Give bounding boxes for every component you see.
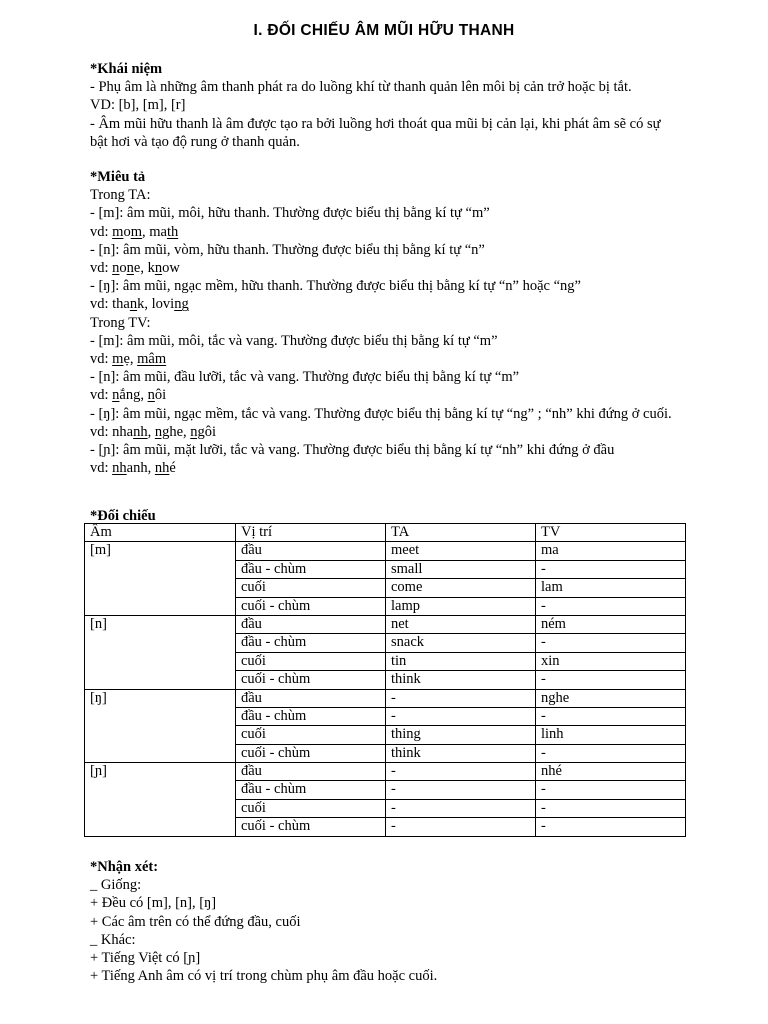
english-cell: - <box>386 799 536 817</box>
page-title: I. ĐỐI CHIẾU ÂM MŨI HỮU THANH <box>253 22 515 39</box>
sound-cell: [m] <box>85 542 236 616</box>
vietnamese-cell: - <box>536 671 686 689</box>
position-cell: cuối - chùm <box>236 671 386 689</box>
remarks-section <box>90 858 680 985</box>
position-cell: cuối - chùm <box>236 597 386 615</box>
english-m-desc: - [m]: âm mũi, môi, hữu thanh. Thường được biểu thị bằng kí tự “m” <box>90 205 490 222</box>
english-cell: - <box>386 781 536 799</box>
english-cell: tin <box>386 652 536 670</box>
position-cell: đầu - chùm <box>236 781 386 799</box>
vietnamese-cell: lam <box>536 579 686 597</box>
english-cell: - <box>386 707 536 725</box>
position-cell: cuối - chùm <box>236 818 386 836</box>
position-cell: cuối - chùm <box>236 744 386 762</box>
description-section <box>90 168 680 477</box>
vietnamese-cell: xin <box>536 652 686 670</box>
position-cell: đầu - chùm <box>236 560 386 578</box>
vietnamese-m-example: vd: mẹ, mâm <box>90 351 167 368</box>
position-cell: đầu <box>236 542 386 560</box>
comparison-heading: *Đối chiếu <box>90 508 156 524</box>
vietnamese-cell: - <box>536 781 686 799</box>
vietnamese-cell: linh <box>536 726 686 744</box>
vietnamese-n-example: vd: nắng, nôi <box>90 387 167 404</box>
position-cell: đầu <box>236 615 386 633</box>
vietnamese-ng-example: vd: nhanh, nghe, ngôi <box>90 423 217 440</box>
vietnamese-cell: nhé <box>536 763 686 781</box>
table-row <box>85 689 686 707</box>
header-cell: Vị trí <box>236 524 386 542</box>
english-cell: snack <box>386 634 536 652</box>
position-cell: cuối <box>236 799 386 817</box>
english-ng-desc: - [ŋ]: âm mũi, ngạc mềm, hữu thanh. Thường được biểu thị bằng kí tự “n” hoặc “ng” <box>90 278 581 295</box>
header-cell: TV <box>536 524 686 542</box>
english-cell: - <box>386 818 536 836</box>
english-cell: come <box>386 579 536 597</box>
vietnamese-cell: - <box>536 818 686 836</box>
vietnamese-m-desc: - [m]: âm mũi, môi, tắc và vang. Thường được biểu thị bằng kí tự “m” <box>90 332 498 349</box>
remarks-heading: *Nhận xét: <box>90 859 159 875</box>
header-cell: Âm <box>85 524 236 542</box>
english-cell: lamp <box>386 597 536 615</box>
english-cell: meet <box>386 542 536 560</box>
english-n-example: vd: none, know <box>90 260 180 277</box>
table-row <box>85 615 686 633</box>
vietnamese-cell: - <box>536 744 686 762</box>
position-cell: đầu - chùm <box>236 707 386 725</box>
position-cell: đầu <box>236 689 386 707</box>
position-cell: cuối <box>236 579 386 597</box>
english-ng-example: vd: thank, loving <box>90 296 189 313</box>
vietnamese-cell: nghe <box>536 689 686 707</box>
vietnamese-cell: ma <box>536 542 686 560</box>
vietnamese-n-desc: - [n]: âm mũi, đầu lưỡi, tắc và vang. Thường được biểu thị bằng kí tự “m” <box>90 369 520 386</box>
concept-line-3: - Âm mũi hữu thanh là âm được tạo ra bởi luồng hơi thoát qua mũi bị cản lại, khi phát âm sẽ có sự bật hơi và tạo độ rung ở thanh quản. <box>90 115 661 150</box>
sound-cell: [ɲ] <box>85 763 236 837</box>
description-heading: *Miêu tả <box>90 169 146 185</box>
english-cell: think <box>386 744 536 762</box>
sound-cell: [ŋ] <box>85 689 236 763</box>
vietnamese-cell: - <box>536 597 686 615</box>
english-cell: thing <box>386 726 536 744</box>
vietnamese-nh-example: vd: nhanh, nhé <box>90 460 176 477</box>
vietnamese-nh-desc: - [ɲ]: âm mũi, mặt lưỡi, tắc và vang. Thường được biểu thị bằng kí tự “nh” khi đứng ở đầu <box>90 442 615 459</box>
position-cell: cuối <box>236 726 386 744</box>
english-cell: think <box>386 671 536 689</box>
vietnamese-cell: - <box>536 634 686 652</box>
sound-cell: [n] <box>85 615 236 689</box>
english-cell: - <box>386 763 536 781</box>
position-cell: đầu <box>236 763 386 781</box>
similar-point-2: + Các âm trên có thể đứng đầu, cuối <box>90 913 301 930</box>
vietnamese-cell: - <box>536 799 686 817</box>
vietnamese-ng-desc: - [ŋ]: âm mũi, ngạc mềm, tắc và vang. Thường được biểu thị bằng kí tự “ng” ; “nh” khi đứng ở cuối. <box>90 405 672 422</box>
english-n-desc: - [n]: âm mũi, vòm, hữu thanh. Thường được biểu thị bằng kí tự “n” <box>90 241 485 258</box>
english-m-example: vd: mom, math <box>90 223 179 240</box>
table-header-row <box>85 524 686 542</box>
similar-point-1: + Đều có [m], [n], [ŋ] <box>90 895 217 912</box>
table-row <box>85 542 686 560</box>
vietnamese-cell: - <box>536 560 686 578</box>
similar-label: _ Giống: <box>90 877 142 894</box>
concept-heading: *Khái niệm <box>90 61 163 77</box>
english-cell: - <box>386 689 536 707</box>
different-point-2: + Tiếng Anh âm có vị trí trong chùm phụ âm đầu hoặc cuối. <box>90 968 438 985</box>
vietnamese-label: Trong TV: <box>90 314 151 331</box>
english-cell: net <box>386 615 536 633</box>
position-cell: cuối <box>236 652 386 670</box>
comparison-table <box>84 523 686 837</box>
vietnamese-cell: ném <box>536 615 686 633</box>
table-row <box>85 763 686 781</box>
concept-line-1: - Phụ âm là những âm thanh phát ra do luồng khí từ thanh quản lên môi bị cản trở hoặc bị tắt. <box>90 79 632 96</box>
concept-section <box>90 60 680 151</box>
vietnamese-cell: - <box>536 707 686 725</box>
different-label: _ Khác: <box>90 931 136 948</box>
different-point-1: + Tiếng Việt có [ɲ] <box>90 950 201 967</box>
concept-line-2: VD: [b], [m], [r] <box>90 97 186 114</box>
position-cell: đầu - chùm <box>236 634 386 652</box>
english-label: Trong TA: <box>90 187 151 204</box>
header-cell: TA <box>386 524 536 542</box>
english-cell: small <box>386 560 536 578</box>
